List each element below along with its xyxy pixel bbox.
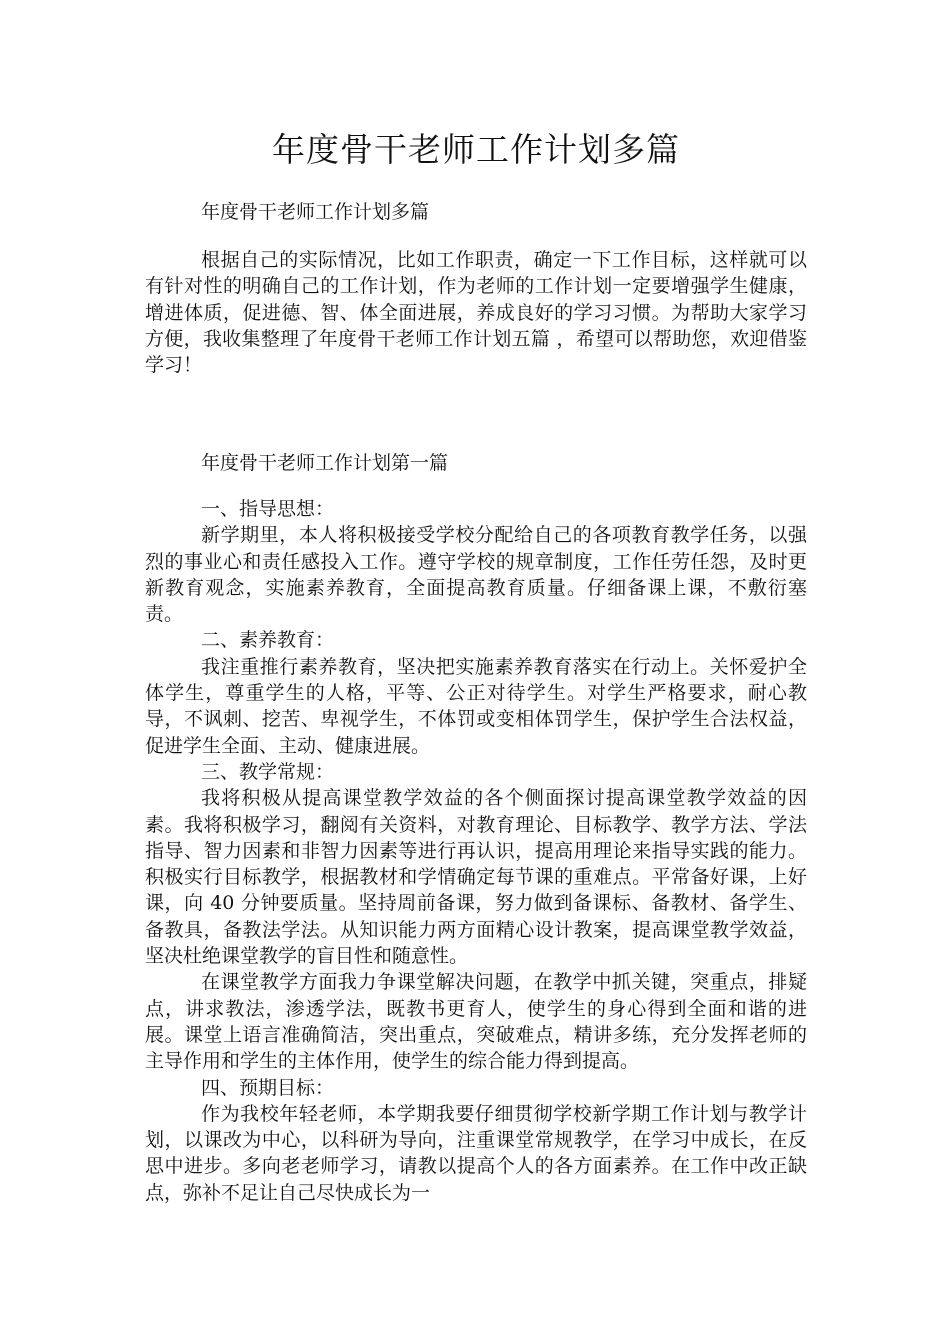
part-heading: 四、预期目标： xyxy=(201,1076,335,1099)
part-paragraph: 我将积极从提高课堂教学效益的各个侧面探讨提高课堂教学效益的因素。我将积极学习，翻阅有关资料，对教育理论、目标教学、教学方法、学法指导、智力因素和非智力因素等进行再认识，提高用理论来指导实践的能力。积极实行目标教学，根据教材和学情确定每节课的重难点。平常备好课，上好课，向 40 分钟要质量。坚持周前备课，努力做到备课标、备教材、备学生、备教具，备教法学法。从知识能力两方面精心设计教案，提高课堂教学效益，坚决杜绝课堂教学的盲目性和随意性。 xyxy=(145,787,807,968)
document-title: 年度骨干老师工作计划多篇 xyxy=(272,130,680,169)
section-body xyxy=(145,496,807,1206)
part-heading: 一、指导思想： xyxy=(201,498,335,520)
part-heading: 二、素养教育： xyxy=(201,629,335,652)
intro-block xyxy=(145,247,807,378)
part-paragraph: 在课堂教学方面我力争课堂解决问题，在教学中抓关键，突重点，排疑点，讲求教法，渗透学法，既教书更育人，使学生的身心得到全面和谐的进展。课堂上语言准确简洁，突出重点，突破难点，精讲多练，充分发挥老师的主导作用和学生的主体作用，使学生的综合能力得到提高。 xyxy=(145,971,807,1073)
part-paragraph: 我注重推行素养教育，坚决把实施素养教育落实在行动上。关怀爱护全体学生，尊重学生的人格，平等、公正对待学生。对学生严格要求，耐心教导，不讽刺、挖苦、卑视学生，不体罚或变相体罚学生，保护学生合法权益，促进学生全面、主动、健康进展。 xyxy=(145,655,807,757)
part-heading: 三、教学常规： xyxy=(201,760,335,783)
section-title: 年度骨干老师工作计划第一篇 xyxy=(201,452,449,474)
document-subtitle: 年度骨干老师工作计划多篇 xyxy=(201,201,430,223)
part-paragraph: 作为我校年轻老师，本学期我要仔细贯彻学校新学期工作计划与教学计划，以课改为中心，以科研为导向，注重课堂常规教学，在学习中成长，在反思中进步。多向老老师学习，请教以提高个人的各方面素养。在工作中改正缺点，弥补不足让自己尽快成长为一 xyxy=(145,1102,807,1204)
intro-paragraph: 根据自己的实际情况，比如工作职责，确定一下工作目标，这样就可以有针对性的明确自己的工作计划，作为老师的工作计划一定要增强学生健康，增进体质，促进德、智、体全面进展，养成良好的学习习惯。为帮助大家学习方便，我收集整理了年度骨干老师工作计划五篇 ，希望可以帮助您，欢迎借鉴学习！ xyxy=(145,249,807,377)
section-title-block xyxy=(145,450,807,476)
part-paragraph: 新学期里，本人将积极接受学校分配给自己的各项教育教学任务，以强烈的事业心和责任感投入工作。遵守学校的规章制度，工作任劳任怨，及时更新教育观念，实施素养教育，全面提高教育质量。仔细备课上课，不敷衍塞责。 xyxy=(145,524,807,626)
